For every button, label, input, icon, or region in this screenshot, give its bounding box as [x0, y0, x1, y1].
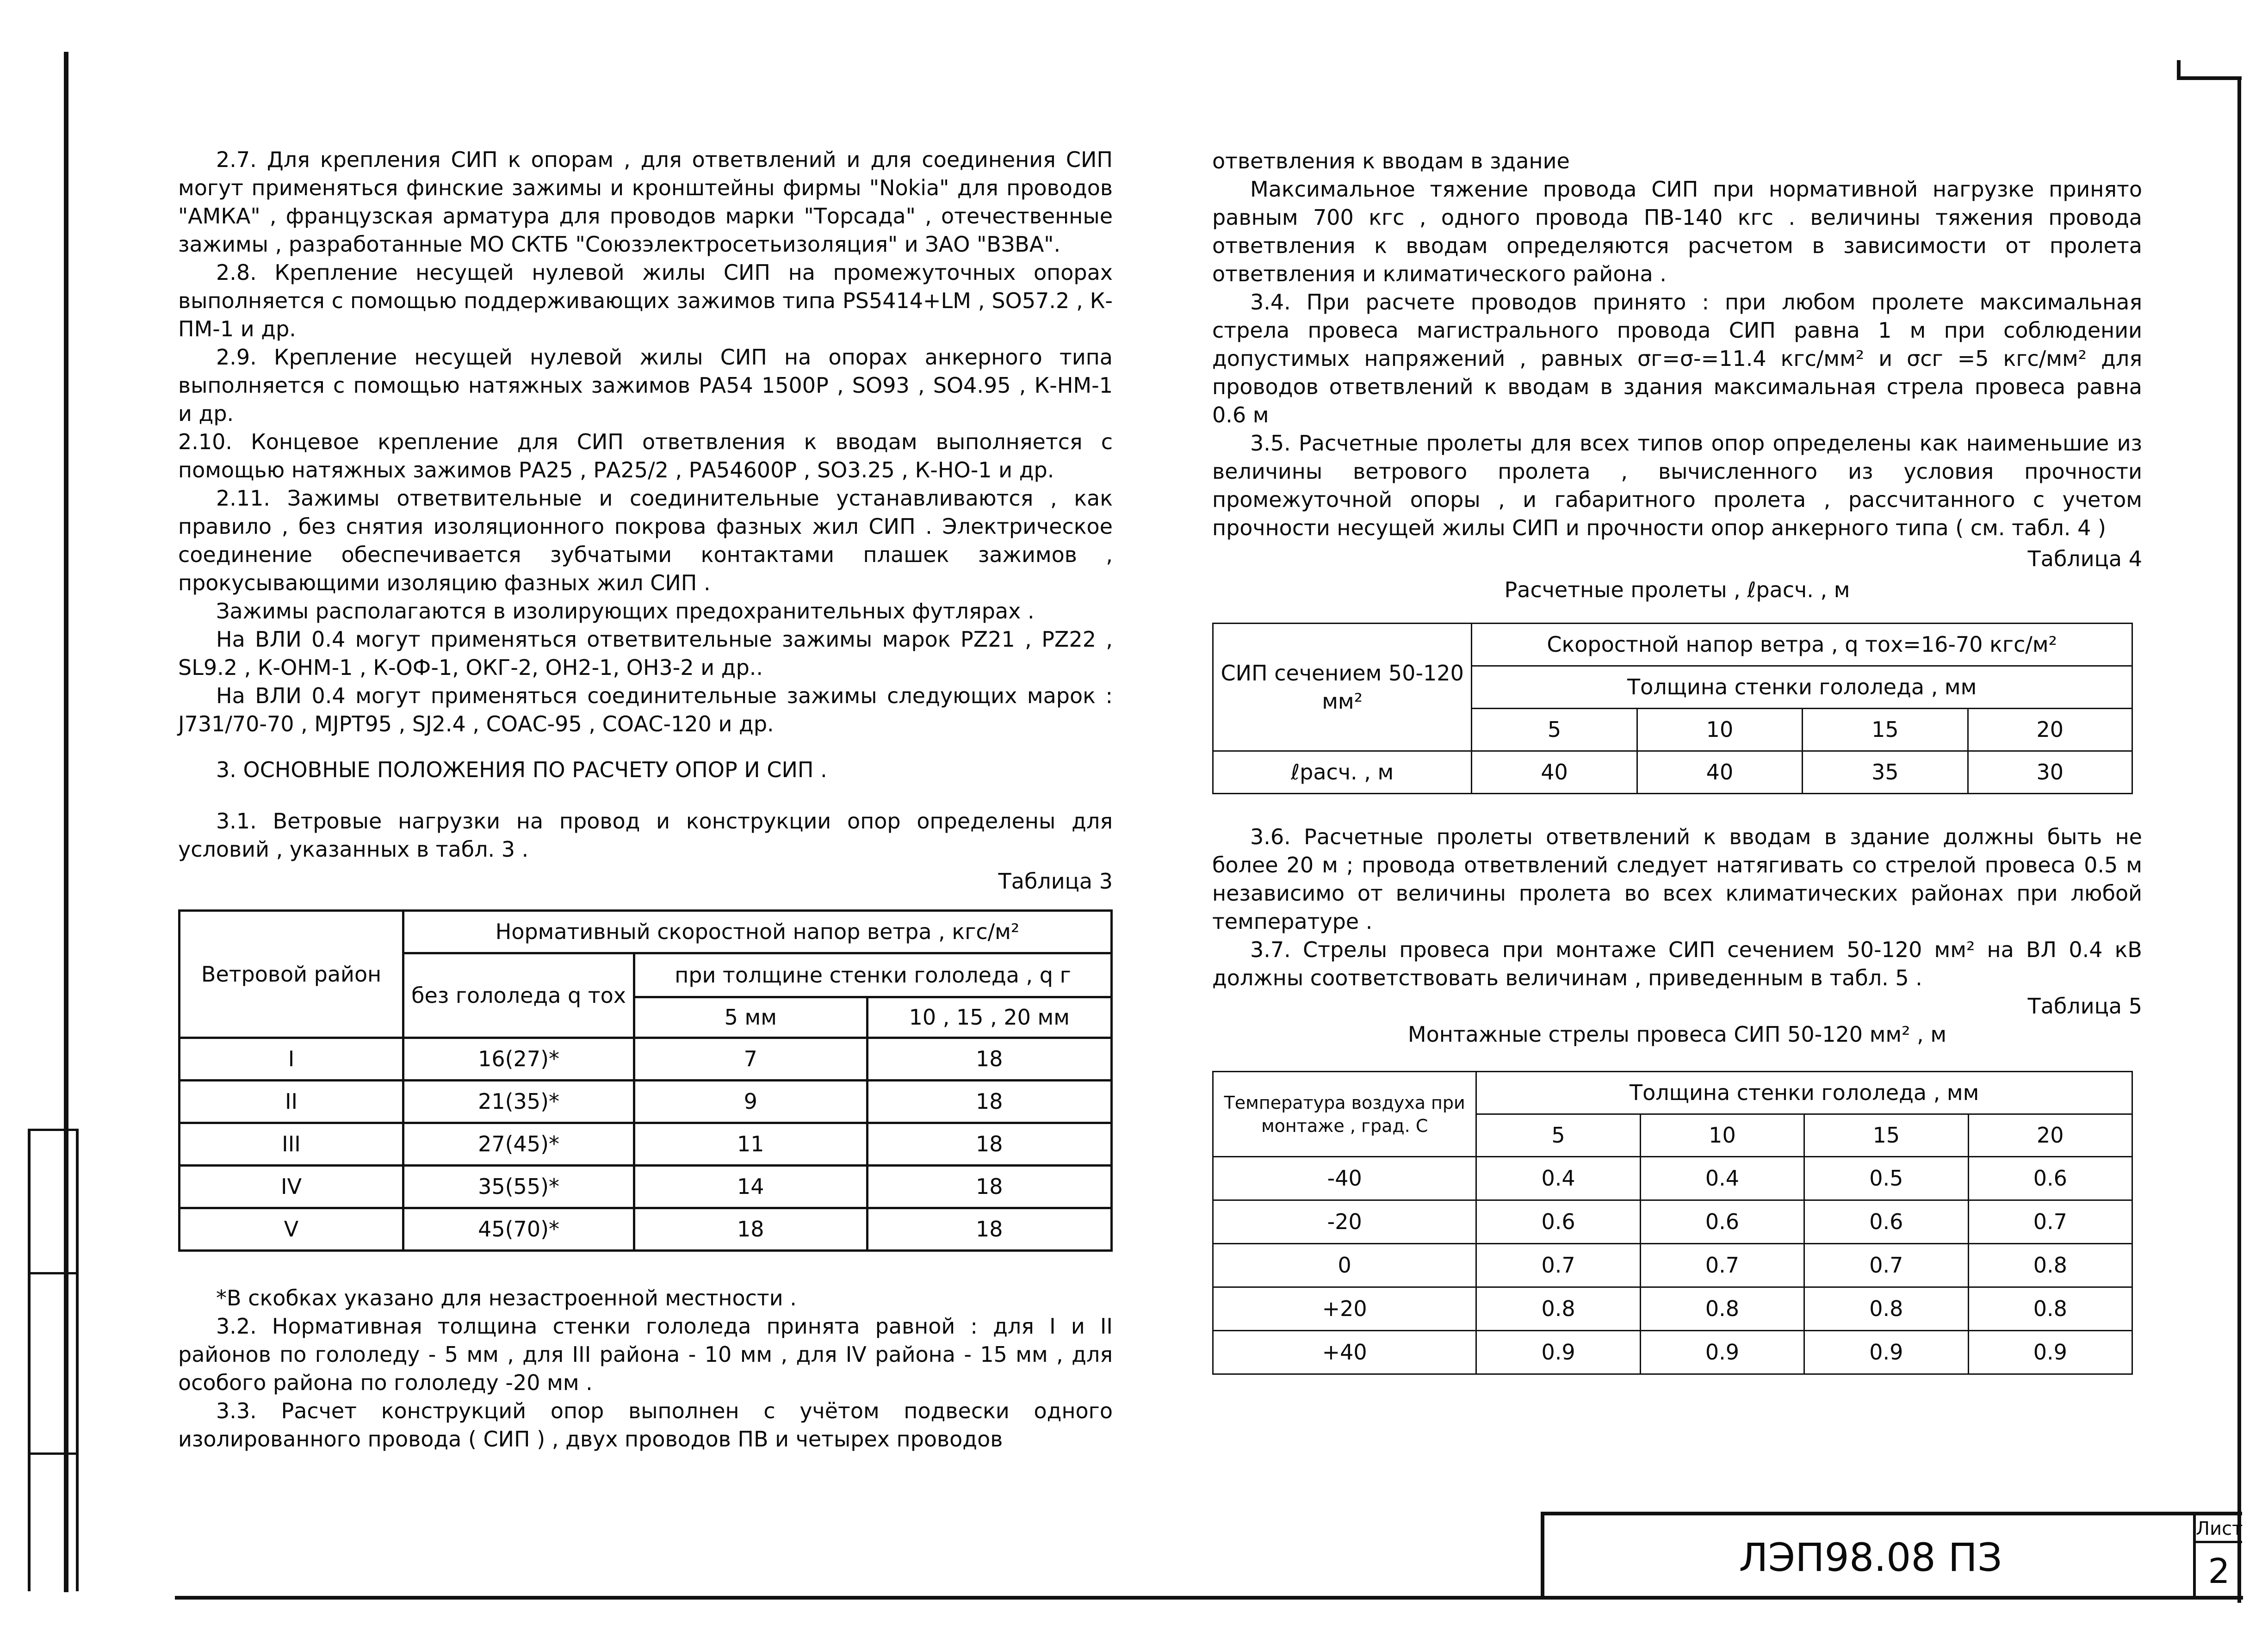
table-row: IV 35(55)* 14 18 [180, 1166, 1112, 1208]
frame-right-border [2237, 76, 2241, 1603]
paragraph-3-4: 3.4. При расчете проводов принято : при любом пролете максимальная стрела провеса магистрального провода СИП равна 1 м при соблюдении допустимых напряжений , равных σг=σ-=11.4 кгс/мм² и σсг =5 кгс/мм² для проводов ответвлений к вводам в здания максимальная стрела провеса равна 0.6 м [1212, 290, 2142, 427]
table-4: СИП сечением 50-120 мм² Скоростной напор ветра , q тох=16-70 кгс/м² Толщина стенки гололеда , мм 5 10 15 20 ℓрасч. , м 40 40 35 30 [1212, 623, 2133, 794]
table-row: I 16(27)* 7 18 [180, 1038, 1112, 1081]
table-row: V 45(70)* 18 18 [180, 1208, 1112, 1251]
table-4-caption: Таблица 4 [2027, 546, 2142, 571]
table4-header-section: СИП сечением 50-120 мм² [1213, 624, 1472, 751]
table-5-title: Монтажные стрелы провеса СИП 50-120 мм² , м [1407, 1022, 1947, 1047]
right-text-column [1212, 147, 2142, 1375]
paragraph-2-11: 2.11. Зажимы ответвительные и соединительные устанавливаются , как правило , без снятия изоляционного покрова фазных жил СИП . Электрическое соединение обеспечивается зубчатыми контактами плашек зажимов , прокусывающими изоляцию фазных жил СИП . [178, 486, 1113, 595]
table-5-caption: Таблица 5 [2027, 994, 2142, 1019]
table4-header-ice: Толщина стенки гололеда , мм [1472, 666, 2132, 709]
paragraph-2-8: 2.8. Крепление несущей нулевой жилы СИП на промежуточных опорах выполняется с помощью поддерживающих зажимов типа PS5414+LM , SO57.2 , К-ПМ-1 и др. [178, 260, 1113, 341]
frame-corner-tick [2177, 60, 2181, 80]
document-code: ЛЭП98.08 ПЗ [1739, 1535, 2002, 1580]
table-3-caption: Таблица 3 [998, 869, 1113, 894]
table-3 [178, 909, 1113, 1252]
title-block [1541, 1512, 2242, 1600]
sheet-label: Лист [2196, 1515, 2242, 1543]
table3-header-group: Нормативный скоростной напор ветра , кгс/м² [403, 911, 1112, 953]
paragraph-3-6: 3.6. Расчетные пролеты ответвлений к вводам в здание должны быть не более 20 м ; провода ответвлений следует натягивать со стрелой провеса 0.5 м независимо от величины пролета во всех климатических районах при любой температуре . [1212, 824, 2142, 934]
table-row: +20 0.8 0.8 0.8 0.8 [1213, 1287, 2132, 1331]
table-row: -40 0.4 0.4 0.5 0.6 [1213, 1157, 2132, 1200]
paragraph-housing: Зажимы располагаются в изолирующих предохранительных футлярах . [216, 599, 1035, 624]
table-row: 0 0.7 0.7 0.7 0.8 [1213, 1244, 2132, 1287]
table5-header-group: Толщина стенки гололеда , мм [1476, 1072, 2132, 1114]
table3-header-district: Ветровой район [180, 911, 403, 1038]
table3-header-10-20mm: 10 , 15 , 20 мм [867, 997, 1111, 1038]
footnote: *В скобках указано для незастроенной местности . [216, 1285, 797, 1310]
table3-header-no-ice: без гололеда q тох [403, 953, 634, 1038]
table4-header-group: Скоростной напор ветра , q тох=16-70 кгс/м² [1472, 624, 2132, 666]
table3-header-ice-group: при толщине стенки гололеда , q г [634, 953, 1112, 997]
frame-top-right-border [2177, 76, 2242, 80]
table-row: II 21(35)* 9 18 [180, 1081, 1112, 1123]
paragraph-continuation: ответвления к вводам в здание [1212, 148, 1570, 173]
binding-strip [28, 1129, 79, 1596]
paragraph-connect-clamps: На ВЛИ 0.4 могут применяться соединительные зажимы следующих марок : J731/70-70 , MJPT95 , SJ2.4 , СОАС-95 , СОАС-120 и др. [178, 683, 1113, 736]
section-3-heading: 3. ОСНОВНЫЕ ПОЛОЖЕНИЯ ПО РАСЧЕТУ ОПОР И СИП . [216, 757, 827, 782]
left-text-column [178, 146, 1113, 1453]
table-4-title: Расчетные пролеты , ℓрасч. , м [1504, 577, 1850, 602]
table-row: III 27(45)* 11 18 [180, 1123, 1112, 1166]
table-row: +40 0.9 0.9 0.9 0.9 [1213, 1331, 2132, 1374]
paragraph-3-2: 3.2. Нормативная толщина стенки гололеда принята равной : для I и II районов по гололеду - 5 мм , для III района - 10 мм , для IV района - 15 мм , для особого района по гололеду -20 мм . [178, 1314, 1113, 1395]
paragraph-3-1: 3.1. Ветровые нагрузки на провод и конструкции опор определены для условий , указанных в табл. 3 . [178, 809, 1113, 862]
sheet-number: 2 [2208, 1551, 2230, 1591]
table-row: -20 0.6 0.6 0.6 0.7 [1213, 1200, 2132, 1244]
paragraph-3-5: 3.5. Расчетные пролеты для всех типов опор определены как наименьшие из величины ветрового пролета , вычисленного из условия прочности промежуточной опоры , и габаритного пролета , рассчитанного с учетом прочности несущей жилы СИП и прочности опор анкерного типа ( см. табл. 4 ) [1212, 431, 2142, 540]
paragraph-2-9: 2.9. Крепление несущей нулевой жилы СИП на опорах анкерного типа выполняется с помощью натяжных зажимов РА54 1500Р , SO93 , SO4.95 , К-НМ-1 и др. [178, 345, 1113, 426]
sheet-cell [2193, 1515, 2242, 1600]
paragraph-3-7: 3.7. Стрелы провеса при монтаже СИП сечением 50-120 мм² на ВЛ 0.4 кВ должны соответствовать величинам , приведенным в табл. 5 . [1212, 937, 2142, 990]
paragraph-2-7: 2.7. Для крепления СИП к опорам , для ответвлений и для соединения СИП могут применяться финские зажимы и кронштейны фирмы "Nokia" для проводов "АМКА" , французская арматура для проводов марки "Торсада" , отечественные зажимы , разработанные МО СКТБ "Союзэлектросетьизоляция" и ЗАО "ВЗВА". [178, 147, 1113, 257]
paragraph-2-10: 2.10. Концевое крепление для СИП ответвления к вводам выполняется с помощью натяжных зажимов РА25 , РА25/2 , РА54600Р , SO3.25 , К-НО-1 и др. [178, 429, 1113, 482]
paragraph-3-3: 3.3. Расчет конструкций опор выполнен с учётом подвески одного изолированного провода ( СИП ) , двух проводов ПВ и четырех проводов [178, 1398, 1113, 1452]
table-row: ℓрасч. , м 40 40 35 30 [1213, 751, 2132, 794]
table3-header-5mm: 5 мм [634, 997, 868, 1038]
paragraph-branch-clamps: На ВЛИ 0.4 могут применяться ответвительные зажимы марок PZ21 , PZ22 , SL9.2 , К-ОНМ-1 , К-ОФ-1, ОКГ-2, ОН2-1, ОН3-2 и др.. [178, 627, 1113, 680]
paragraph-tension: Максимальное тяжение провода СИП при нормативной нагрузке принято равным 700 кгс , одного провода ПВ-140 кгс . величины тяжения провода ответвления к вводам определяются расчетом в зависимости от пролета ответвления и климатического района . [1212, 177, 2142, 286]
table-5: Температура воздуха при монтаже , град. С Толщина стенки гололеда , мм 5 10 15 20 -40 0.4 0.4 0.5 0.6 -20 0.6 0.6 0.6 0.7 0 0.7 0.7 0.7 0.8 +20 0.8 0.8 0.8 0.8 +40 0.9 0.9 0.9 0.9 [1212, 1071, 2133, 1375]
table5-header-temp: Температура воздуха при монтаже , град. С [1213, 1072, 1476, 1157]
